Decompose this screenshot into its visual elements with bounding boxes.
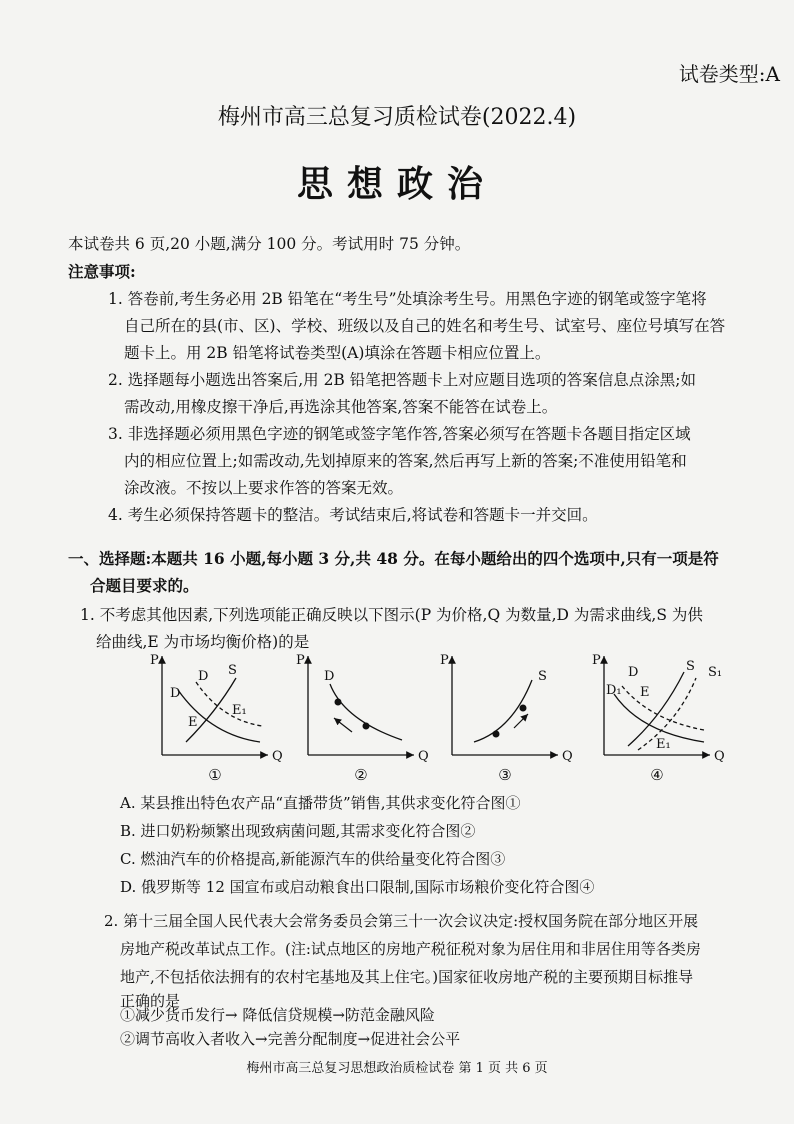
exam-overview: 本试卷共 6 页,20 小题,满分 100 分。考试用时 75 分钟。 [68, 235, 471, 253]
note-1-line-3: 题卡上。用 2B 铅笔将试卷类型(A)填涂在答题卡相应位置上。 [124, 344, 551, 362]
d-label: D [628, 665, 639, 680]
e1-label: E₁ [232, 703, 247, 718]
e1-label: E₁ [656, 737, 671, 752]
q2-stem-line-1: 2. 第十三届全国人民代表大会常务委员会第三十一次会议决定:授权国务院在部分地区开展 [104, 912, 699, 930]
point-high [520, 705, 527, 712]
axis-p-label: P [296, 653, 305, 668]
note-2-line-1: 2. 选择题每小题选出答案后,用 2B 铅笔把答题卡上对应题目选项的答案信息点涂黑;如 [108, 371, 696, 389]
graph-caption: ① [208, 766, 222, 784]
q1-option-b: B. 进口奶粉频繁出现致病菌问题,其需求变化符合图② [120, 822, 476, 840]
axis-p-label: P [592, 653, 601, 668]
s-label: S [538, 669, 547, 684]
q1-option-a: A. 某县推出特色农产品“直播带货”销售,其供求变化符合图① [120, 794, 521, 812]
graph-caption: ③ [498, 766, 512, 784]
q1-graph-3 [440, 650, 573, 784]
q2-stem-line-4: 正确的是 [120, 992, 181, 1010]
demand-curve [614, 694, 704, 742]
q1-graph-4 [592, 650, 725, 784]
note-4-line-1: 4. 考生必须保持答题卡的整洁。考试结束后,将试卷和答题卡一并交回。 [108, 506, 598, 524]
note-3-line-1: 3. 非选择题必须用黑色字迹的钢笔或签字笔作答,答案必须写在答题卡各题目指定区域 [108, 425, 691, 443]
axis-p-label: P [150, 653, 159, 668]
d-label: D [324, 669, 335, 684]
movement-arrow [334, 718, 352, 732]
point-low [363, 723, 370, 730]
e-label: E [188, 715, 198, 730]
d-label: D [170, 686, 181, 701]
note-2-line-2: 需改动,用橡皮擦干净后,再选涂其他答案,答案不能答在试卷上。 [124, 398, 558, 416]
q1-option-d: D. 俄罗斯等 12 国宣布或启动粮食出口限制,国际市场粮价变化符合图④ [120, 878, 595, 896]
notice-heading: 注意事项: [68, 262, 136, 281]
page-footer: 梅州市高三总复习思想政治质检试卷 第 1 页 共 6 页 [246, 1061, 548, 1076]
s-label: S [686, 659, 695, 674]
axis-q-label: Q [272, 749, 283, 764]
note-1-line-1: 1. 答卷前,考生务必用 2B 铅笔在“考生号”处填涂考生号。用黑色字迹的钢笔或签字笔将 [108, 290, 707, 308]
s-label: S [228, 663, 237, 678]
note-3-line-3: 涂改液。不按以上要求作答的答案无效。 [124, 479, 404, 497]
section-1-heading-line-2: 合题目要求的。 [90, 576, 199, 595]
s1-label: S₁ [708, 665, 723, 680]
point-low [493, 731, 500, 738]
q2-choice-1: ①减少货币发行→ 降低信贷规模→防范金融风险 [120, 1006, 435, 1024]
axis-q-label: Q [562, 749, 573, 764]
q1-option-c: C. 燃油汽车的价格提高,新能源汽车的供给量变化符合图③ [120, 850, 506, 868]
note-1-line-2: 自己所在的县(市、区)、学校、班级以及自己的姓名和考生号、试室号、座位号填写在答 [124, 317, 726, 335]
q1-stem-line-2: 给曲线,E 为市场均衡价格)的是 [96, 633, 310, 651]
subject-title: 思想政治 [296, 163, 497, 205]
q1-graph-1 [150, 650, 283, 784]
axis-q-label: Q [418, 749, 429, 764]
d-shift-label: D [198, 669, 209, 684]
paper-type-label: 试卷类型:A [678, 62, 780, 86]
graph-caption: ④ [650, 766, 664, 784]
e-label: E [640, 685, 650, 700]
q1-graph-2 [296, 650, 429, 784]
movement-arrow [514, 714, 528, 728]
point-high [335, 699, 342, 706]
exam-title: 梅州市高三总复习质检试卷(2022.4) [217, 105, 577, 130]
graph-caption: ② [354, 766, 368, 784]
demand-curve [330, 684, 402, 740]
q2-stem-line-2: 房地产税改革试点工作。(注:试点地区的房地产税征税对象为居住用和非居住用等各类房 [120, 940, 701, 958]
q1-stem-line-1: 1. 不考虑其他因素,下列选项能正确反映以下图示(P 为价格,Q 为数量,D 为需求曲线,S 为供 [80, 606, 703, 624]
section-1-heading-line-1: 一、选择题:本题共 16 小题,每小题 3 分,共 48 分。在每小题给出的四个选项中,只有一项是符 [68, 549, 719, 568]
axis-q-label: Q [714, 749, 725, 764]
axis-p-label: P [440, 653, 449, 668]
d1-label: D₁ [606, 683, 622, 698]
q2-stem-line-3: 地产,不包括依法拥有的农村宅基地及其上住宅。)国家征收房地产税的主要预期目标推导 [120, 968, 694, 986]
note-3-line-2: 内的相应位置上;如需改动,先划掉原来的答案,然后再写上新的答案;不准使用铅笔和 [124, 452, 687, 470]
q2-choice-2: ②调节高收入者收入→完善分配制度→促进社会公平 [120, 1030, 461, 1048]
